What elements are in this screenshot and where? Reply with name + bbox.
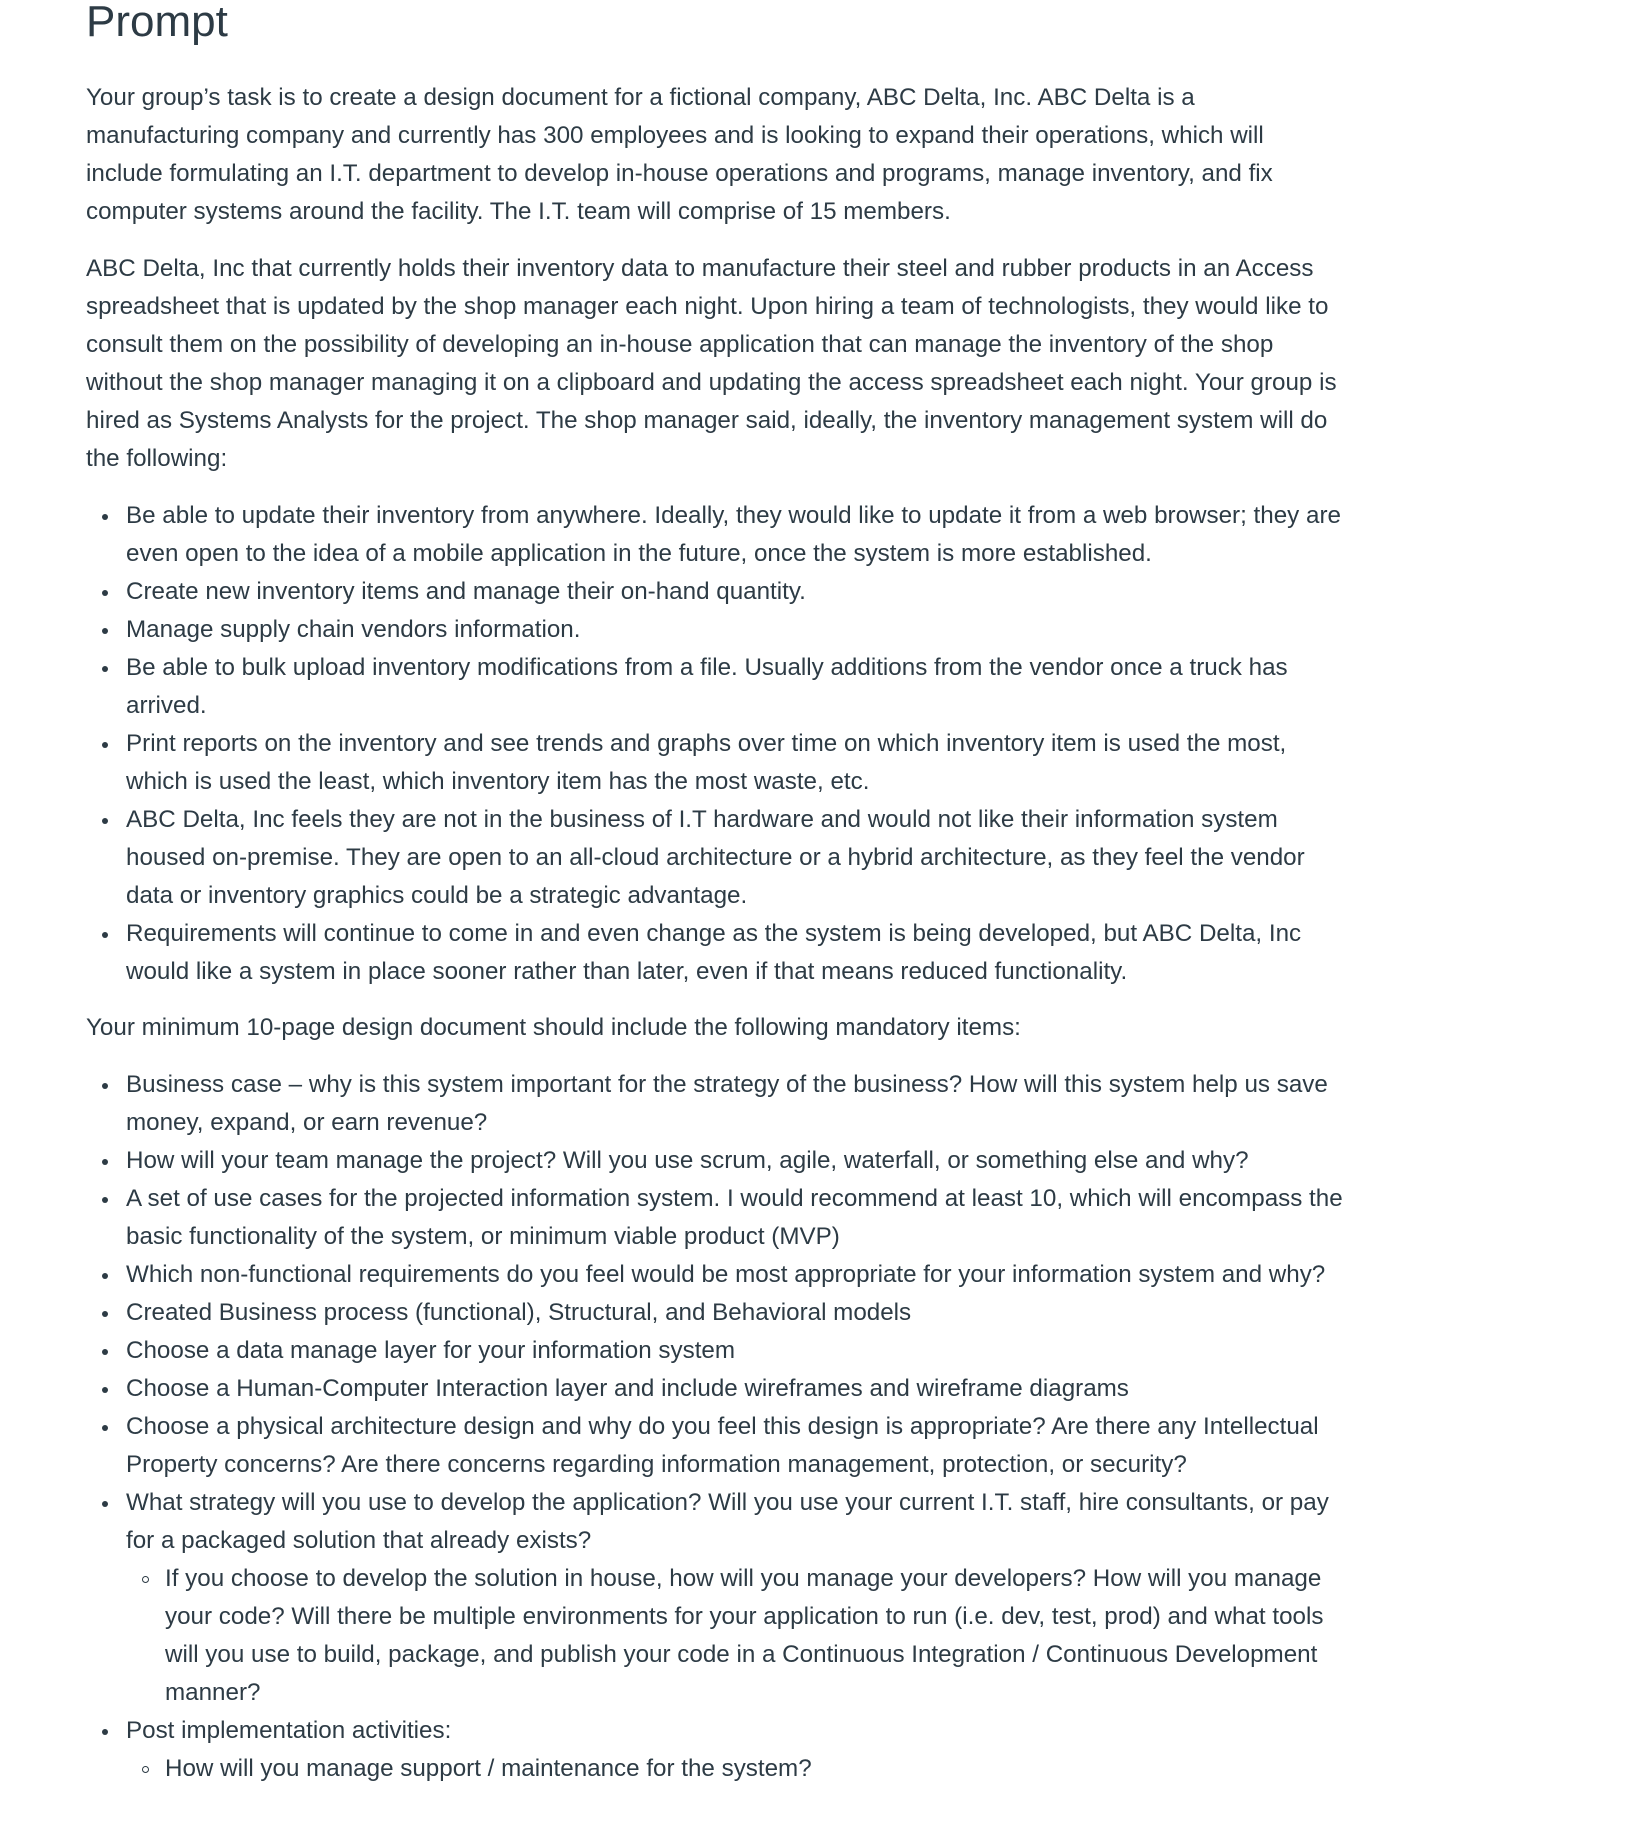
bullet-icon <box>102 666 108 672</box>
mandatory-items-list <box>86 1066 1346 1788</box>
bullet-icon <box>102 1083 108 1089</box>
list-item: Choose a data manage layer for your information system <box>86 1332 1346 1370</box>
circle-bullet-icon <box>142 1766 149 1773</box>
list-item: Manage supply chain vendors information. <box>86 611 1346 649</box>
list-item: Create new inventory items and manage their on-hand quantity. <box>86 573 1346 611</box>
bullet-icon <box>102 1729 108 1735</box>
list-item: ABC Delta, Inc feels they are not in the business of I.T hardware and would not like their information system housed on-premise. They are open to an all-cloud architecture or a hybrid architecture, as they feel the vendor data or inventory graphics could be a strategic advantage. <box>86 801 1346 915</box>
page-title: Prompt <box>86 0 228 46</box>
bullet-icon <box>102 1425 108 1431</box>
list-item: Print reports on the inventory and see trends and graphs over time on which inventory item is used the most, which is used the least, which inventory item has the most waste, etc. <box>86 725 1346 801</box>
list-item: Business case – why is this system important for the strategy of the business? How will this system help us save money, expand, or earn revenue? <box>86 1066 1346 1142</box>
list-item: Post implementation activities: How will you manage support / maintenance for the system? <box>86 1712 1346 1788</box>
bullet-icon <box>102 1311 108 1317</box>
intro-paragraph: Your group’s task is to create a design document for a fictional company, ABC Delta, Inc. ABC Delta is a manufacturing company and currently has 300 employees and is looking to expand their operations, which will include formulating an I.T. department to develop in-house operations and programs, manage inventory, and fix computer systems around the facility. The I.T. team will comprise of 15 members. <box>86 84 1273 225</box>
requirements-list <box>86 497 1346 991</box>
bullet-icon <box>102 932 108 938</box>
mandatory-items-intro: Your minimum 10-page design document should include the following mandatory items: <box>86 1014 1021 1041</box>
bullet-icon <box>102 1501 108 1507</box>
context-paragraph: ABC Delta, Inc that currently holds their inventory data to manufacture their steel and rubber products in an Access spreadsheet that is updated by the shop manager each night. Upon hiring a team of technologists, they would like to consult them on the possibility of developing an in-house application that can manage the inventory of the shop without the shop manager managing it on a clipboard and updating the access spreadsheet each night. Your group is hired as Systems Analysts for the project. The shop manager said, ideally, the inventory management system will do the following: <box>86 255 1337 472</box>
bullet-icon <box>102 1273 108 1279</box>
sub-list-item: How will you manage support / maintenance for the system? <box>126 1750 1346 1788</box>
bullet-icon <box>102 818 108 824</box>
list-item: How will your team manage the project? Will you use scrum, agile, waterfall, or something else and why? <box>86 1142 1346 1180</box>
list-item: What strategy will you use to develop the application? Will you use your current I.T. staff, hire consultants, or pay for a packaged solution that already exists? If you choose to develop the solution in house, how will you manage your developers? How will you manage your code? Will there be multiple environments for your application to run (i.e. dev, test, prod) and what tools will you use to build, package, and publish your code in a Continuous Integration / Continuous Development manner? <box>86 1484 1346 1712</box>
bullet-icon <box>102 628 108 634</box>
bullet-icon <box>102 742 108 748</box>
bullet-icon <box>102 514 108 520</box>
sub-list <box>126 1560 1346 1712</box>
bullet-icon <box>102 1349 108 1355</box>
list-item: Created Business process (functional), Structural, and Behavioral models <box>86 1294 1346 1332</box>
circle-bullet-icon <box>142 1576 149 1583</box>
sub-list <box>126 1750 1346 1788</box>
list-item: Requirements will continue to come in and even change as the system is being developed, but ABC Delta, Inc would like a system in place sooner rather than later, even if that means reduced functionality. <box>86 915 1346 991</box>
bullet-icon <box>102 1197 108 1203</box>
list-item: Be able to update their inventory from anywhere. Ideally, they would like to update it from a web browser; they are even open to the idea of a mobile application in the future, once the system is more established. <box>86 497 1346 573</box>
bullet-icon <box>102 1159 108 1165</box>
list-item: Be able to bulk upload inventory modifications from a file. Usually additions from the vendor once a truck has arrived. <box>86 649 1346 725</box>
list-item: Choose a physical architecture design and why do you feel this design is appropriate? Are there any Intellectual Property concerns? Are there concerns regarding information management, protection, or security? <box>86 1408 1346 1484</box>
bullet-icon <box>102 590 108 596</box>
list-item: Choose a Human-Computer Interaction layer and include wireframes and wireframe diagrams <box>86 1370 1346 1408</box>
list-item: Which non-functional requirements do you feel would be most appropriate for your information system and why? <box>86 1256 1346 1294</box>
bullet-icon <box>102 1387 108 1393</box>
document-page <box>86 0 1346 1788</box>
list-item: A set of use cases for the projected information system. I would recommend at least 10, which will encompass the basic functionality of the system, or minimum viable product (MVP) <box>86 1180 1346 1256</box>
sub-list-item: If you choose to develop the solution in house, how will you manage your developers? How will you manage your code? Will there be multiple environments for your application to run (i.e. dev, test, prod) and what tools will you use to build, package, and publish your code in a Continuous Integration / Continuous Development manner? <box>126 1560 1346 1712</box>
